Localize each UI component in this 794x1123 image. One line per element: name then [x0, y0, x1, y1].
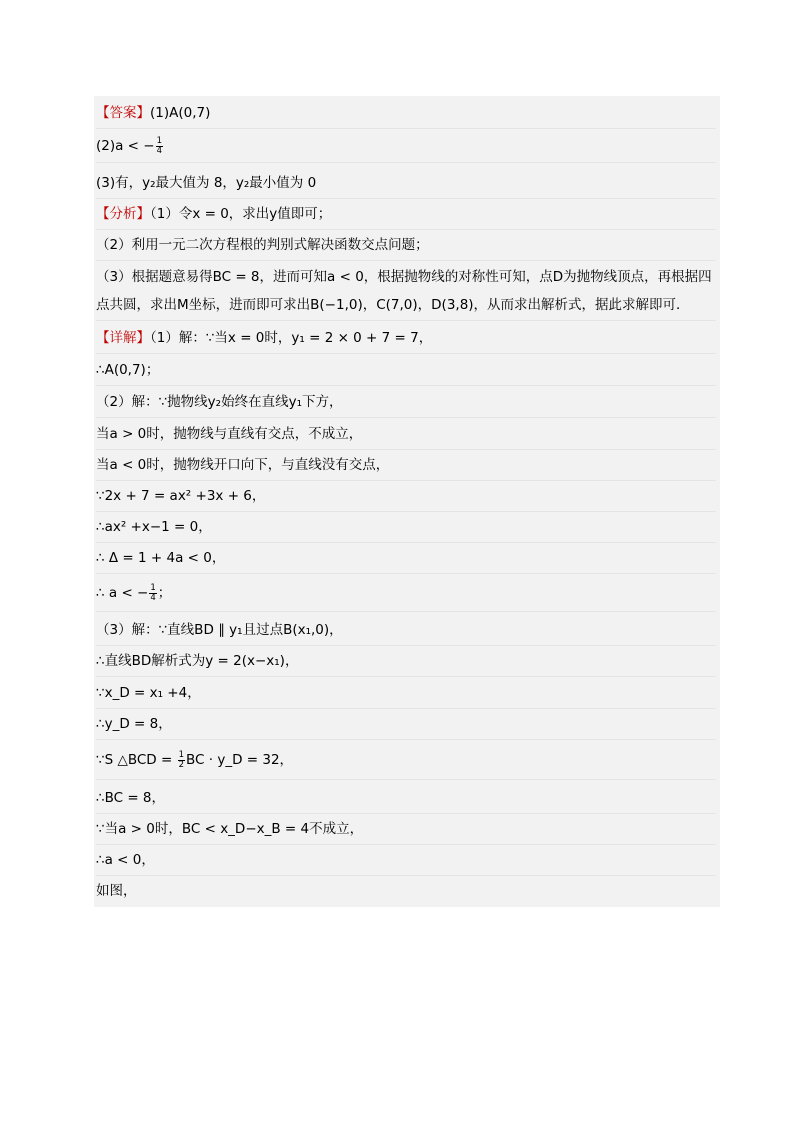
step-line: ∴ax² +x−1 = 0，: [96, 512, 716, 543]
step-line: ∴a < 0，: [96, 845, 716, 876]
step-line: ∴A(0,7)；: [96, 355, 716, 386]
step-line: ∵当a > 0时，BC < x_D−x_B = 4不成立，: [96, 814, 716, 845]
analysis-part3-line2: 点共圆，求出M坐标，进而即可求出B(−1,0)，C(7,0)，D(3,8)，从而求出解析式，据此求解即可．: [96, 290, 716, 321]
step-line: 如图，: [96, 883, 137, 899]
answer-part3: (3)有，y₂最大值为 8，y₂最小值为 0: [96, 168, 716, 199]
step-line: ∵S △BCD = $\frac{1}{2}$ BC · y_D = 32，: [96, 742, 716, 780]
answer-part2: (2)a < − $\frac{1}{4}$: [96, 129, 716, 163]
step-line: ∴BC = 8，: [96, 783, 716, 814]
answer-tag: 【答案】: [96, 105, 150, 121]
step-line: （2）解：∵抛物线y₂始终在直线y₁下方，: [96, 387, 716, 418]
analysis-tag: 【分析】: [96, 206, 150, 222]
step-line: （3）解：∵直线BD ∥ y₁且过点B(x₁,0)，: [96, 615, 716, 646]
analysis-part2: （2）利用一元二次方程根的判别式解决函数交点问题；: [96, 230, 716, 261]
fraction: $\frac{1}{4}$: [156, 135, 163, 156]
step-line: 当a < 0时，抛物线开口向下，与直线没有交点，: [96, 450, 716, 481]
step-line: ∴ Δ = 1 + 4a < 0，: [96, 543, 716, 574]
analysis-line: 【分析】（1）令x = 0，求出y值即可；: [96, 199, 716, 230]
step-line: 当a > 0时，抛物线与直线有交点，不成立，: [96, 419, 716, 450]
step-line: ∴直线BD解析式为y = 2(x−x₁)，: [96, 646, 716, 677]
step-line: ∵x_D = x₁ +4，: [96, 678, 716, 709]
fraction: $\frac{1}{4}$: [150, 582, 156, 603]
analysis-part3-line1: （3）根据题意易得BC = 8，进而可知a < 0，根据抛物线的对称性可知，点D为抛物线顶点，再根据四: [96, 269, 712, 285]
detail-tag: 【详解】: [96, 330, 150, 346]
fraction: $\frac{1}{2}$: [178, 749, 184, 770]
step-line: ∴ a < − $\frac{1}{4}$ ；: [96, 576, 716, 612]
step-line: ∴y_D = 8，: [96, 709, 716, 740]
answer-line: 【答案】(1)A(0,7): [96, 98, 716, 129]
detail-line: 【详解】（1）解：∵当x = 0时，y₁ = 2 × 0 + 7 = 7，: [96, 323, 716, 354]
step-line: ∵2x + 7 = ax² +3x + 6，: [96, 481, 716, 512]
